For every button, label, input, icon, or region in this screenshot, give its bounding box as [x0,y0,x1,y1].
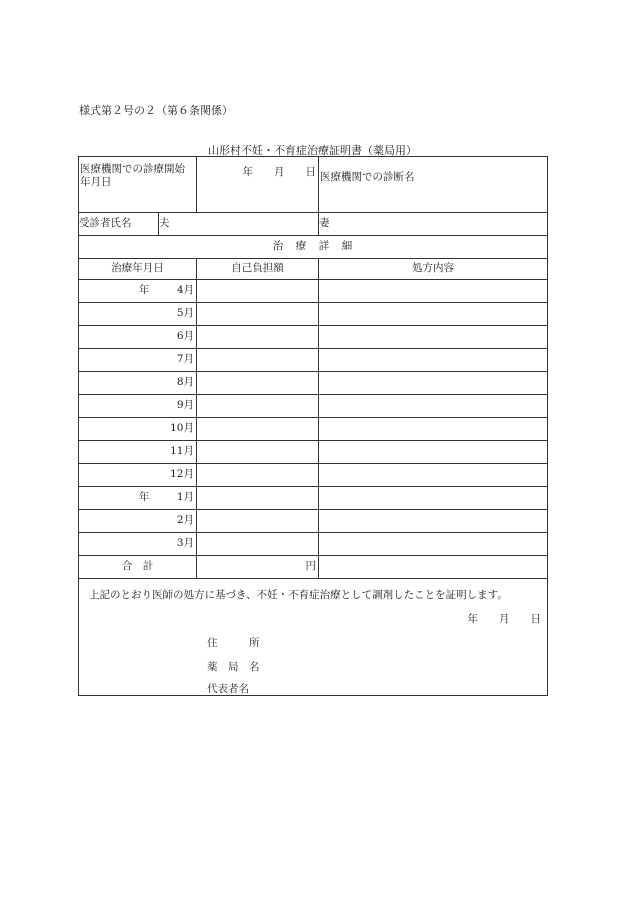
treatment-date-cell[interactable] [79,533,197,556]
prescription-cell[interactable] [319,464,548,487]
table-row [79,326,548,349]
prescription-cell[interactable] [319,349,548,372]
wife-name-field[interactable] [319,213,548,236]
month-label: 10月 [170,422,194,435]
representative-label: 代表者名 [207,683,249,695]
treatment-date-cell[interactable] [79,372,197,395]
prescription-cell[interactable] [319,303,548,326]
copay-cell[interactable] [197,303,319,326]
prescription-cell[interactable] [319,487,548,510]
header-row [79,157,548,213]
total-row [79,556,548,579]
form-number: 様式第２号の２（第６条関係） [79,104,233,117]
table-row [79,372,548,395]
copay-cell[interactable] [197,533,319,556]
column-header-date: 治療年月日 [79,259,197,280]
table-row [79,464,548,487]
copay-cell[interactable] [197,418,319,441]
copay-cell[interactable] [197,510,319,533]
month-rows [79,280,548,556]
table-row [79,303,548,326]
treatment-date-cell[interactable] [79,487,197,510]
treatment-date-cell[interactable] [79,418,197,441]
treatment-date-cell[interactable] [79,395,197,418]
year-label: 年 [138,491,150,504]
copay-cell[interactable] [197,441,319,464]
month-label: 9月 [176,399,194,412]
certification-block [79,579,548,696]
month-label: 11月 [170,445,194,458]
total-label: 合 計 [79,556,197,579]
certification-date[interactable]: 年 月 日 [467,613,541,625]
prescription-cell[interactable] [319,441,548,464]
prescription-cell[interactable] [319,418,548,441]
column-header-row [79,259,548,280]
prescription-cell[interactable] [319,280,548,303]
patient-name-row [79,213,548,236]
prescription-cell[interactable] [319,533,548,556]
table-row [79,395,548,418]
month-label: 4月 [176,284,194,297]
total-amount-field[interactable] [197,556,319,579]
section-row [79,236,548,259]
start-date-label: 医療機関での診療開始年月日 [79,157,197,213]
certification-statement: 上記のとおり医師の処方に基づき、不妊・不育症治療として調剤したことを証明します。 [89,589,508,601]
table-row [79,280,548,303]
table-row [79,349,548,372]
prescription-cell[interactable] [319,372,548,395]
copay-cell[interactable] [197,487,319,510]
yen-unit: 円 [305,560,316,573]
treatment-date-cell[interactable] [79,464,197,487]
copay-cell[interactable] [197,280,319,303]
copay-cell[interactable] [197,326,319,349]
month-label: 2月 [176,514,194,527]
month-label: 7月 [176,353,194,366]
section-title: 治 療 詳 細 [79,236,548,259]
table-row [79,533,548,556]
pharmacy-name-label: 薬 局 名 [207,661,260,673]
husband-name-field[interactable] [159,213,319,236]
diagnosis-label: 医療機関での診断名 [320,170,415,183]
treatment-date-cell[interactable] [79,326,197,349]
start-date-field[interactable]: 年 月 日 [197,157,319,213]
month-label: 5月 [176,307,194,320]
year-label: 年 [138,284,150,297]
copay-cell[interactable] [197,395,319,418]
wife-label: 妻 [319,217,330,230]
prescription-cell[interactable] [319,510,548,533]
treatment-date-cell[interactable] [79,303,197,326]
treatment-date-cell[interactable] [79,280,197,303]
address-label: 住 所 [207,637,260,649]
month-label: 3月 [176,537,194,550]
copay-cell[interactable] [197,464,319,487]
treatment-date-cell[interactable] [79,349,197,372]
table-row [79,487,548,510]
table-row [79,418,548,441]
total-prescription-cell [319,556,548,579]
column-header-prescription: 処方内容 [319,259,548,280]
husband-label: 夫 [159,217,170,230]
month-label: 6月 [176,330,194,343]
certification-row [79,579,548,696]
copay-cell[interactable] [197,372,319,395]
table-row [79,510,548,533]
month-label: 8月 [176,376,194,389]
month-label: 1月 [176,491,194,504]
certificate-table [78,156,548,696]
prescription-cell[interactable] [319,326,548,349]
treatment-date-cell[interactable] [79,510,197,533]
copay-cell[interactable] [197,349,319,372]
treatment-date-cell[interactable] [79,441,197,464]
diagnosis-field[interactable] [319,157,548,213]
table-row [79,441,548,464]
document-title: 山形村不妊・不育症治療証明書（薬局用） [208,144,417,157]
prescription-cell[interactable] [319,395,548,418]
month-label: 12月 [170,468,194,481]
patient-name-label: 受診者氏名 [79,213,159,236]
column-header-copay: 自己負担額 [197,259,319,280]
